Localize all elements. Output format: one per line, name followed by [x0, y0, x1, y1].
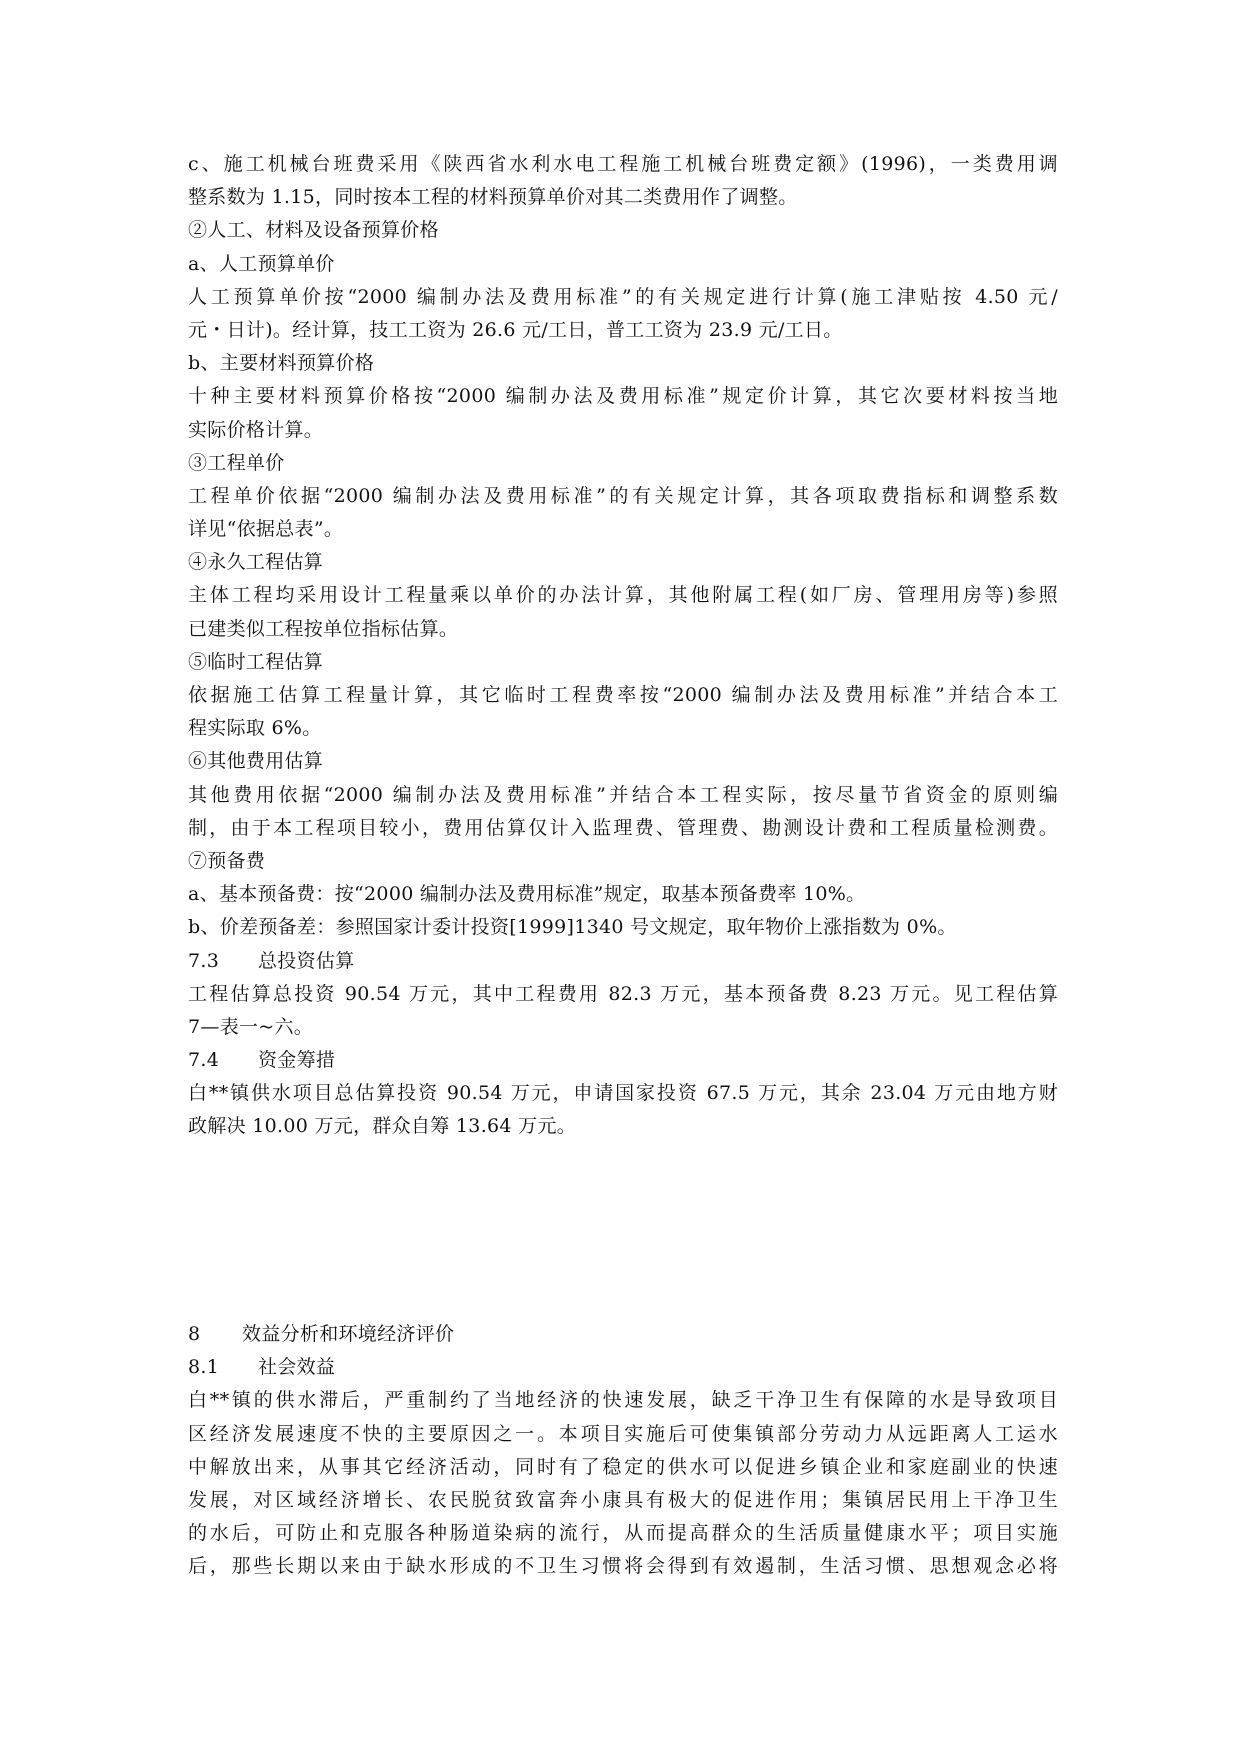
- text-line: 程实际取 6%。: [188, 717, 322, 740]
- section-title: 资金筹措: [258, 1049, 336, 1072]
- text-line: 中解放出来，从事其它经济活动，同时有了稳定的供水可以促进乡镇企业和家庭副业的快速: [188, 1455, 1058, 1478]
- text-line: 后，那些长期以来由于缺水形成的不卫生习惯将会得到有效遏制，生活习惯、思想观念必将: [188, 1555, 1058, 1578]
- text-line: 7—表一~六。: [188, 1015, 314, 1038]
- section-title: 社会效益: [258, 1356, 336, 1379]
- text-line: 已建类似工程按单位指标估算。: [188, 617, 459, 640]
- text-line: c、施工机械台班费采用《陕西省水利水电工程施工机械台班费定额》(1996)，一类费用调: [188, 153, 1058, 175]
- text-line: 其他费用依据“2000 编制办法及费用标准”并结合本工程实际，按尽量节省资金的原则编: [188, 783, 1058, 806]
- text-line: 十种主要材料预算价格按“2000 编制办法及费用标准”规定价计算，其它次要材料按当地: [188, 385, 1058, 408]
- section-number: 7.4: [188, 1049, 220, 1072]
- text-line: 的水后，可防止和克服各种肠道染病的流行，从而提高群众的生活质量健康水平；项目实施: [188, 1522, 1058, 1545]
- section-number: 8.1: [188, 1356, 220, 1379]
- text-line: a、基本预备费：按“2000 编制办法及费用标准”规定，取基本预备费率 10%。: [188, 883, 866, 906]
- text-line: 制，由于本工程项目较小，费用估算仅计入监理费、管理费、勘测设计费和工程质量检测费。: [188, 816, 1058, 839]
- paragraph-social-benefit: [188, 1384, 1058, 1583]
- paragraph-total-investment: [188, 978, 1058, 1044]
- text-line: 主体工程均采用设计工程量乘以单价的办法计算，其他附属工程(如厂房、管理用房等)参照: [188, 584, 1058, 607]
- text-line: 政解决 10.00 万元，群众自筹 13.64 万元。: [188, 1115, 577, 1138]
- text-line: ⑦预备费: [188, 849, 266, 872]
- chapter-number: 8: [188, 1323, 201, 1345]
- text-line: ⑤临时工程估算: [188, 650, 324, 673]
- text-line: 工程单价依据“2000 编制办法及费用标准”的有关规定计算，其各项取费指标和调整系数: [188, 484, 1058, 507]
- section-title: 总投资估算: [258, 949, 355, 972]
- paragraph-fund-raising: [188, 1077, 1058, 1143]
- text-line: 整系数为 1.15，同时按本工程的材料预算单价对其二类费用作了调整。: [188, 186, 798, 209]
- text-line: 实际价格计算。: [188, 418, 324, 441]
- text-line: ③工程单价: [188, 451, 285, 474]
- text-line: b、价差预备差：参照国家计委计投资[1999]1340 号文规定，取年物价上涨指数为 0%。: [188, 916, 957, 939]
- text-line: b、主要材料预算价格: [188, 352, 375, 375]
- text-line: ②人工、材料及设备预算价格: [188, 219, 439, 242]
- chapter-heading-8: [188, 1318, 1058, 1351]
- text-line: ⑥其他费用估算: [188, 750, 324, 773]
- section-heading-8-1: [188, 1351, 1058, 1384]
- text-line: 工程估算总投资 90.54 万元，其中工程费用 82.3 万元，基本预备费 8.23 万元。见工程估算: [188, 982, 1058, 1005]
- text-line: 发展，对区域经济增长、农民脱贫致富奔小康具有极大的促进作用；集镇居民用上干净卫生: [188, 1488, 1058, 1511]
- text-line: 白**镇供水项目总估算投资 90.54 万元，申请国家投资 67.5 万元，其余 23.04 万元由地方财: [188, 1082, 1058, 1105]
- text-line: a、人工预算单价: [188, 252, 335, 275]
- text-line: 人工预算单价按“2000 编制办法及费用标准”的有关规定进行计算(施工津贴按 4.50 元/: [188, 285, 1058, 308]
- chapter-title: 效益分析和环境经济评价: [242, 1323, 455, 1345]
- text-line: 元・日计)。经计算，技工工资为 26.6 元/工日，普工工资为 23.9 元/工日。: [188, 318, 843, 341]
- benefit-analysis-section: [188, 1318, 1058, 1584]
- section-number: 7.3: [188, 949, 220, 972]
- text-line: 依据施工估算工程量计算，其它临时工程费率按“2000 编制办法及费用标准”并结合本工: [188, 684, 1058, 706]
- cost-estimate-section: [188, 148, 1058, 945]
- text-line: 白**镇的供水滞后，严重制约了当地经济的快速发展，缺乏干净卫生有保障的水是导致项目: [188, 1389, 1058, 1412]
- section-heading-7-3: [188, 945, 1058, 978]
- text-line: ④永久工程估算: [188, 551, 324, 574]
- text-line: 详见“依据总表”。: [188, 518, 344, 541]
- text-line: 区经济发展速度不快的主要原因之一。本项目实施后可使集镇部分劳动力从远距离人工运水: [188, 1422, 1058, 1445]
- section-heading-7-4: [188, 1044, 1058, 1077]
- document-body: [188, 148, 1058, 1144]
